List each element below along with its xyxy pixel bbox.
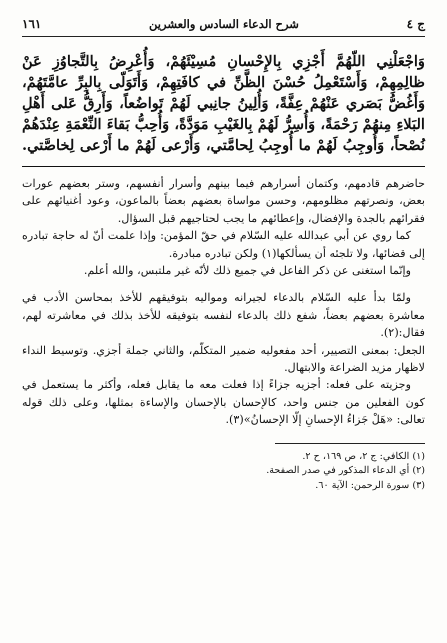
running-title: شرح الدعاء السادس والعشرين — [149, 17, 299, 31]
footnote-rule — [275, 443, 425, 444]
prayer-line: وَأَغُضُّ بَصَري عَنْهُمْ عِفَّةً، وَأُلِينُ جانِبي لَهُمْ تَواضُعاً، وَأَرِقُّ عَلى أَهْلِ — [22, 95, 425, 112]
footnote: (٢) أي الدعاء المذكور في صدر الصفحة. — [266, 465, 425, 477]
footnote: (١) الكافي: ج ٢، ص ١٦٩، ح ٢. — [302, 450, 425, 462]
volume-label: ج ٤ — [406, 17, 425, 31]
page-header — [22, 14, 425, 34]
commentary-paragraph: وإنّما استغنى عن ذكر الفاعل في جميع ذلك لأنّه غير ملتبس، والله أعلم. — [83, 264, 411, 278]
page-number: ١٦١ — [22, 17, 42, 31]
prayer-line: ظالِمِهِمْ، وَأَسْتَعْمِلُ حُسْنَ الظَّنِّ في كافَتِهِمْ، وَأَتَوَلّى بِالبِرِّ عامَّتَهُمْ، — [22, 74, 425, 91]
section-divider — [22, 166, 425, 167]
footnote: (٣) سورة الرحمن: الآية ٦٠. — [315, 479, 425, 491]
commentary-paragraph: ولمّا بدأ عليه السّلام بالدعاء لجيرانه ومواليه بتوفيقهم للأخذ بمحاسن الأدب في معاشرة بعضهم بعضاً، شفع ذلك بالدعاء لنفسه بتوفيقه للأخذ بذلك في معاشرته لهم، فقال:(٢). — [22, 291, 425, 340]
commentary — [22, 175, 425, 429]
prayer-line: البَلاءِ مِنهُمْ رَحْمَةً، وَأُسِرُّ لَهُمْ بِالغَيْبِ مَوَدَّةً، وَأُحِبُّ بَقاءَ النِّعْمَةِ عِنْدَهُمْ — [22, 116, 425, 133]
commentary-paragraph: وجزيته على فعله: أجزيه جزاءً إذا فعلت معه ما يقابل فعله، وأكثر ما يستعمل في كون الفعلين من جنس واحد، كالإحسان بالإحسان والإساءة بمثلها، وعلى ذلك قوله تعالى: «هَلْ جَزاءُ الإحسانِ إلّا الإحسانُ»(٣). — [22, 378, 425, 427]
prayer-line: وَاجْعَلْنِي اللّهُمَّ أَجْزِي بِالإِحْسانِ مُسِيْئَهُمْ، وَأُعْرِضُ بِالتَّجاوُزِ عَنْ — [22, 53, 425, 70]
header-rule — [22, 36, 425, 37]
prayer-text — [22, 51, 425, 156]
commentary-paragraph: كما روي عن أبي عبدالله عليه السّلام في حقّ المؤمن: وإذا علمت أنّ له حاجة تبادره إلى قضائها، ولا تلجئه أن يسألكها(١) ولكن تبادره مبادرة. — [22, 229, 425, 260]
commentary-paragraph: الجعل: بمعنى التصيير، أحد مفعوليه ضمير المتكلّم، والثاني جملة أجزي. وتوسيط النداء لاظهار مزيد الضراعة والابتهال. — [22, 343, 425, 375]
prayer-line: نُصْحاً، وَأُوجِبُ لَهُمْ ما أُوجِبُ لِحامَّتي، وَأَرْعى لَهُمْ ما أَرْعى لِخاصَّتي. — [22, 137, 425, 154]
footnotes — [22, 450, 425, 494]
commentary-paragraph: حاضرهم قادمهم، وكتمان أسرارهم فيما بينهم وأسرار أنفسهم، وستر بعضهم عورات بعض، ونصرتهم مظلومهم، وحسن مواساة بعضهم بعضاً بالماعون، وعود أغنيائهم على فقرائهم بالجدة والإفضال، وإعطائهم ما يجب لحتاجيهم قبل السؤال. — [22, 177, 425, 225]
